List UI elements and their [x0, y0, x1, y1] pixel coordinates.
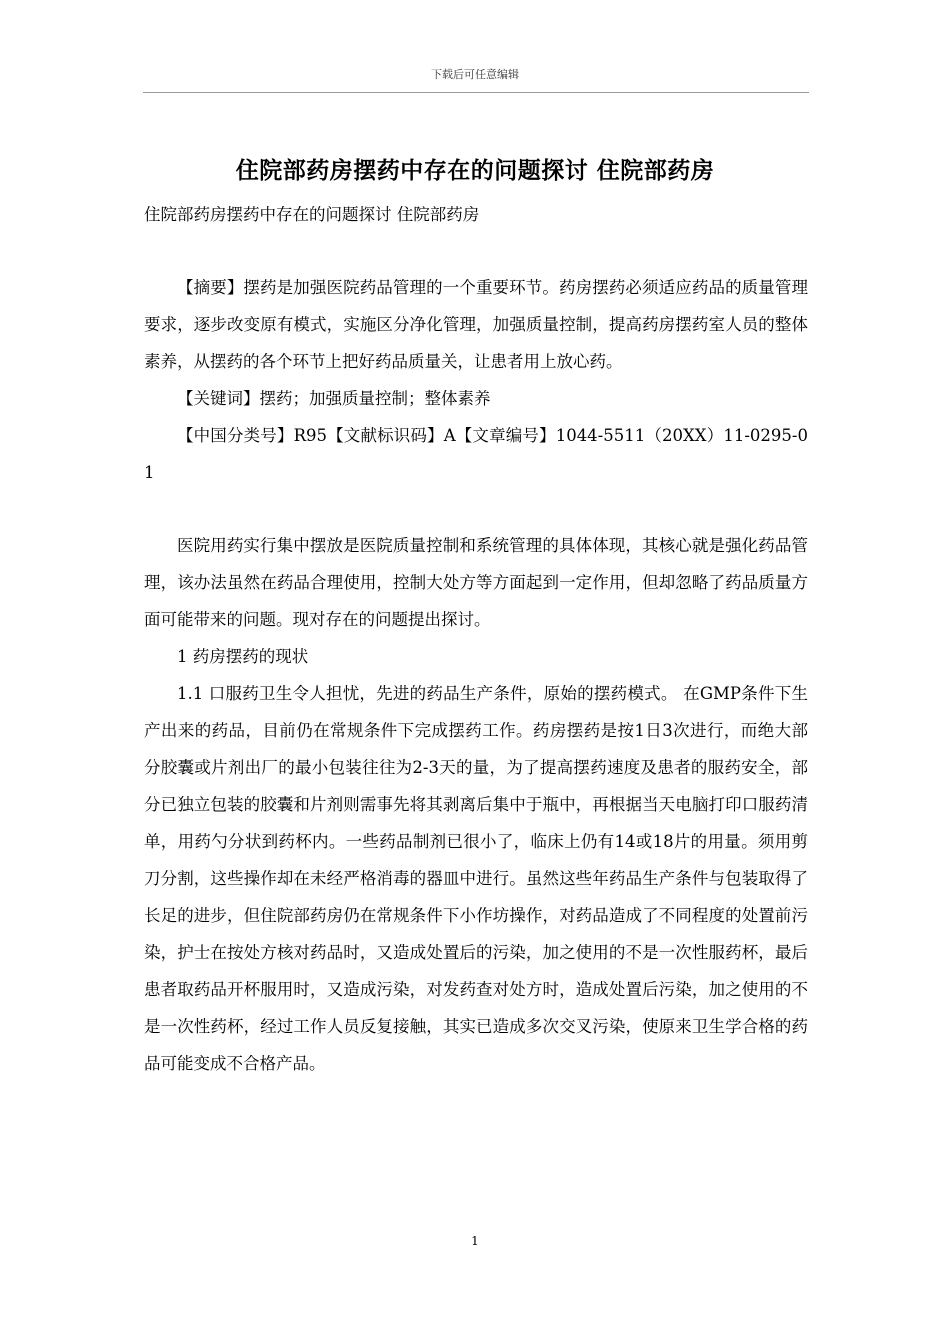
- document-title: 住院部药房摆药中存在的问题探讨 住院部药房: [235, 157, 715, 184]
- section-paragraph: 1.1 口服药卫生令人担忧，先进的药品生产条件，原始的摆药模式。 在GMP条件下生产出来的药品，目前仍在常规条件下完成摆药工作。药房摆药是按1日3次进行，而绝大部分胶囊或片剂出厂的最小包装往往为2-3天的量，为了提高摆药速度及患者的服药安全，部分已独立包装的胶囊和片剂则需事先将其剥离后集中于瓶中，再根据当天电脑打印口服药清单，用药勺分状到药杯内。一些药品制剂已很小了，临床上仍有14或18片的用量。须用剪刀分割，这些操作却在未经严格消毒的器皿中进行。虽然这些年药品生产条件与包装取得了长足的进步，但住院部药房仍在常规条件下小作坊操作，对药品造成了不同程度的处置前污染，护士在按处方核对药品时，又造成处置后的污染，加之使用的不是一次性服药杯，最后患者取药品开杯服用时，又造成污染，对发药查对处方时，造成处置后污染，加之使用的不是一次性药杯，经过工作人员反复接触，其实已造成多次交叉污染，使原来卫生学合格的药品可能变成不合格产品。: [144, 684, 808, 1073]
- header-note: 下载后可任意编辑: [431, 68, 519, 81]
- intro-paragraph: 医院用药实行集中摆放是医院质量控制和系统管理的具体体现，其核心就是强化药品管理，该办法虽然在药品合理使用，控制大处方等方面起到一定作用，但却忽略了药品质量方面可能带来的问题。现对存在的问题提出探讨。: [144, 536, 808, 629]
- document-body: [144, 196, 808, 1082]
- abstract-paragraph: 【摘要】摆药是加强医院药品管理的一个重要环节。药房摆药必须适应药品的质量管理要求，逐步改变原有模式，实施区分净化管理，加强质量控制，提高药房摆药室人员的整体素养，从摆药的各个环节上把好药品质量关，让患者用上放心药。: [144, 278, 808, 371]
- header-divider: [143, 92, 809, 93]
- keywords-paragraph: 【关键词】摆药；加强质量控制；整体素养: [177, 389, 491, 408]
- classification-paragraph: 【中国分类号】R95【文献标识码】A【文章编号】1044-5511（20XX）11-0295-01: [144, 426, 808, 482]
- document-subtitle: 住院部药房摆药中存在的问题探讨 住院部药房: [144, 205, 480, 224]
- section-heading: 1 药房摆药的现状: [177, 647, 309, 666]
- page-number: 1: [471, 1234, 479, 1248]
